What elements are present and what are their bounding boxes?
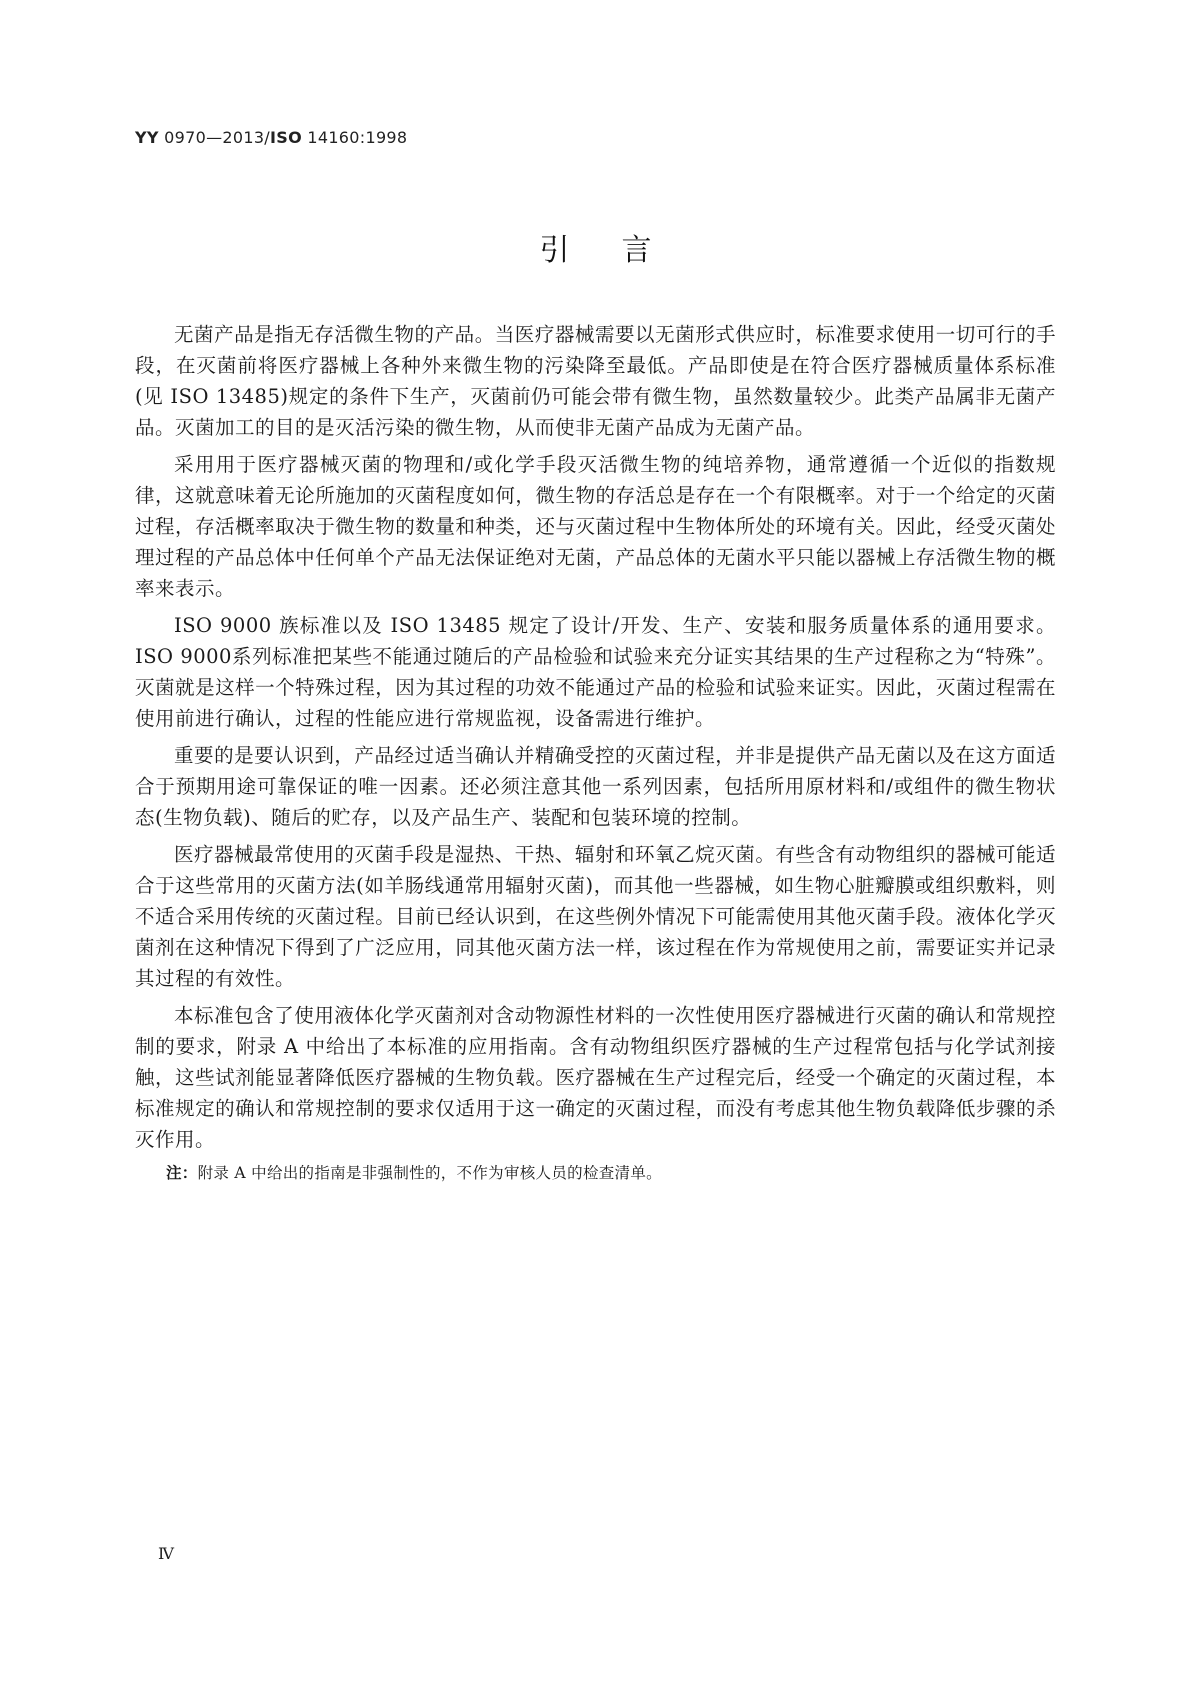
- introduction-body: [135, 319, 1056, 1185]
- paragraph: ISO 9000 族标准以及 ISO 13485 规定了设计/开发、生产、安装和服务质量体系的通用要求。ISO 9000系列标准把某些不能通过随后的产品检验和试验来充分证实其结果的生产过程称之为“特殊”。灭菌就是这样一个特殊过程，因为其过程的功效不能通过产品的检验和试验来证实。因此，灭菌过程需在使用前进行确认，过程的性能应进行常规监视，设备需进行维护。: [135, 614, 1056, 730]
- paragraph: 本标准包含了使用液体化学灭菌剂对含动物源性材料的一次性使用医疗器械进行灭菌的确认和常规控制的要求，附录 A 中给出了本标准的应用指南。含有动物组织医疗器械的生产过程常包括与化学试剂接触，这些试剂能显著降低医疗器械的生物负载。医疗器械在生产过程完后，经受一个确定的灭菌过程，本标准规定的确认和常规控制的要求仅适用于这一确定的灭菌过程，而没有考虑其他生物负载降低步骤的杀灭作用。: [135, 1004, 1056, 1151]
- document-header: [135, 128, 407, 147]
- iso-number: 14160:1998: [301, 128, 408, 147]
- paragraph: 无菌产品是指无存活微生物的产品。当医疗器械需要以无菌形式供应时，标准要求使用一切可行的手段，在灭菌前将医疗器械上各种外来微生物的污染降至最低。产品即使是在符合医疗器械质量体系标准(见 ISO 13485)规定的条件下生产，灭菌前仍可能会带有微生物，虽然数量较少。此类产品属非无菌产品。灭菌加工的目的是灭活污染的微生物，从而使非无菌产品成为无菌产品。: [135, 323, 1056, 439]
- paragraph: 医疗器械最常使用的灭菌手段是湿热、干热、辐射和环氧乙烷灭菌。有些含有动物组织的器械可能适合于这些常用的灭菌方法(如羊肠线通常用辐射灭菌)，而其他一些器械，如生物心脏瓣膜或组织敷料，则不适合采用传统的灭菌过程。目前已经认识到，在这些例外情况下可能需使用其他灭菌手段。液体化学灭菌剂在这种情况下得到了广泛应用，同其他灭菌方法一样，该过程在作为常规使用之前，需要证实并记录其过程的有效性。: [135, 843, 1056, 990]
- page-number: Ⅳ: [158, 1544, 174, 1563]
- note-text: 附录 A 中给出的指南是非强制性的，不作为审核人员的检查清单。: [197, 1164, 662, 1182]
- note-label: 注：: [166, 1164, 198, 1182]
- note: [135, 1161, 1056, 1185]
- iso-prefix: ISO: [270, 128, 302, 147]
- paragraph: 重要的是要认识到，产品经过适当确认并精确受控的灭菌过程，并非是提供产品无菌以及在这方面适合于预期用途可靠保证的唯一因素。还必须注意其他一系列因素，包括所用原材料和/或组件的微生物状态(生物负载)、随后的贮存，以及产品生产、装配和包装环境的控制。: [135, 744, 1056, 829]
- paragraph: 采用用于医疗器械灭菌的物理和/或化学手段灭活微生物的纯培养物，通常遵循一个近似的指数规律，这就意味着无论所施加的灭菌程度如何，微生物的存活总是存在一个有限概率。对于一个给定的灭菌过程，存活概率取决于微生物的数量和种类，还与灭菌过程中生物体所处的环境有关。因此，经受灭菌处理过程的产品总体中任何单个产品无法保证绝对无菌，产品总体的无菌水平只能以器械上存活微生物的概率来表示。: [135, 453, 1056, 600]
- standard-prefix: YY: [135, 128, 159, 147]
- standard-number: 0970—2013/: [158, 128, 270, 147]
- page-title: 引言: [539, 233, 704, 268]
